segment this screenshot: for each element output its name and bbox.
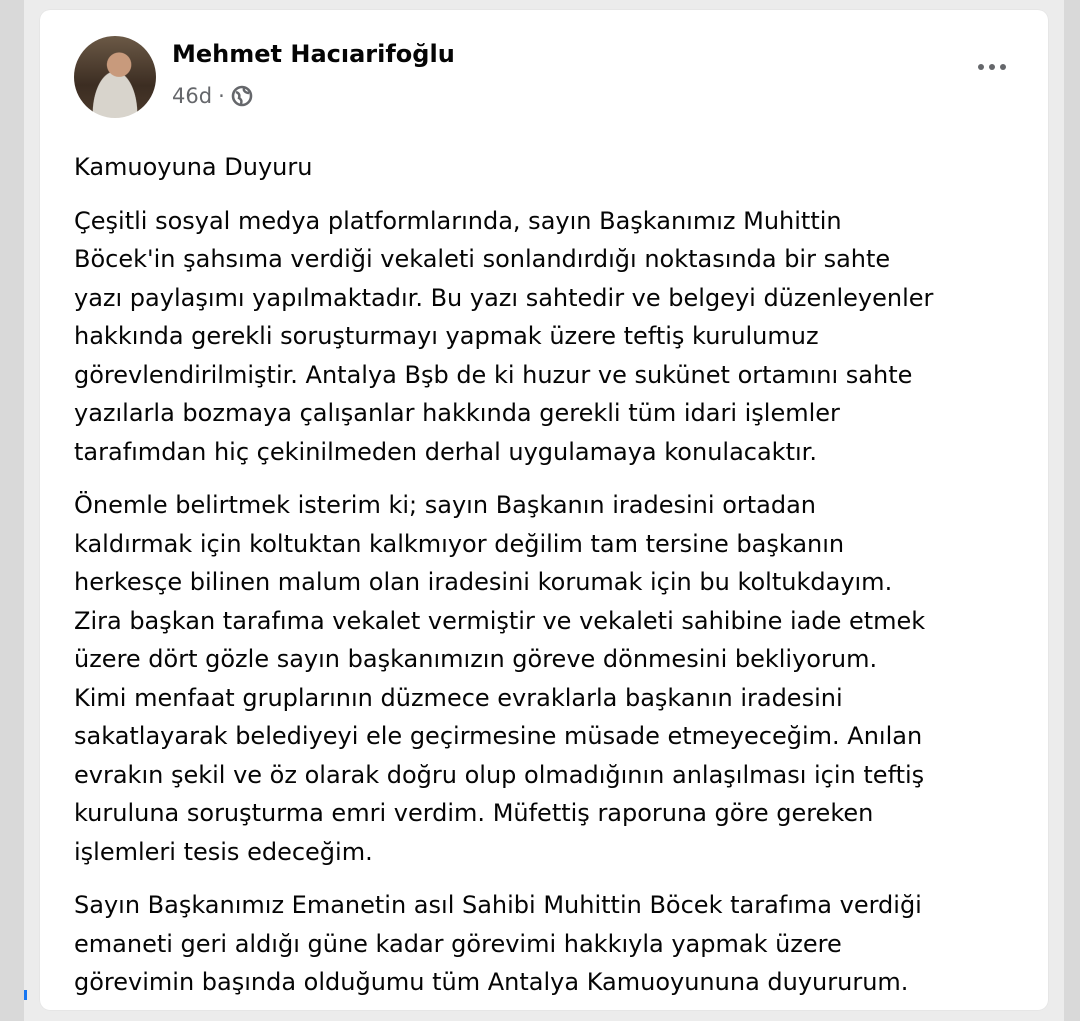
post-title: Kamuoyuna Duyuru xyxy=(74,153,313,181)
post-line: emaneti geri aldığı güne kadar görevimi hakkıyla yapmak üzere xyxy=(74,929,842,958)
post-time[interactable]: 46d xyxy=(172,84,213,108)
post-line: herkesçe bilinen malum olan iradesini korumak için bu koltukdayım. xyxy=(74,568,893,596)
post-paragraph-1 xyxy=(74,202,1034,472)
more-options-icon[interactable] xyxy=(978,64,1006,70)
post-line: Sayın Başkanımız Emanetin asıl Sahibi Muhittin Böcek tarafıma verdiği xyxy=(74,891,922,919)
post-body xyxy=(74,148,1034,1017)
post-line: işlemleri tesis edeceğim. xyxy=(74,837,373,866)
post-line: kaldırmak için koltuktan kalkmıyor değilim tam tersine başkanın xyxy=(74,529,845,558)
post-card xyxy=(40,10,1048,1010)
screenshot-frame xyxy=(24,0,1064,1021)
post-paragraph-3 xyxy=(74,886,1034,1002)
meta-separator: · xyxy=(218,84,225,108)
post-line: Önemle belirtmek isterim ki; sayın Başkanın iradesini ortadan xyxy=(74,491,817,519)
post-line: Kimi menfaat gruplarının düzmece evraklarla başkanın iradesini xyxy=(74,683,843,712)
post-line: tarafımdan hiç çekinilmeden derhal uygulamaya konulacaktır. xyxy=(74,437,817,466)
post-line: yazılarla bozmaya çalışanlar hakkında gerekli tüm idari işlemler xyxy=(74,399,840,427)
post-line: üzere dört gözle sayın başkanımızın göreve dönmesini bekliyorum. xyxy=(74,645,878,673)
post-paragraph-2 xyxy=(74,486,1034,871)
post-line: Zira başkan tarafıma vekalet vermiştir ve vekaleti sahibine iade etmek xyxy=(74,606,926,635)
post-line: Çeşitli sosyal medya platformlarında, sayın Başkanımız Muhittin xyxy=(74,206,842,235)
author-name[interactable]: Mehmet Hacıarifoğlu xyxy=(172,40,455,68)
globe-icon[interactable] xyxy=(231,85,253,107)
post-meta xyxy=(172,84,253,108)
post-line: sakatlayarak belediyeyi ele geçirmesine müsade etmeyeceğim. Anılan xyxy=(74,722,923,750)
post-line: evrakın şekil ve öz olarak doğru olup olmadığının anlaşılması için teftiş xyxy=(74,760,925,789)
post-line: Böcek'in şahsıma verdiği vekaleti sonlandırdığı noktasında bir sahte xyxy=(74,245,891,273)
author-avatar[interactable] xyxy=(74,36,156,118)
post-line: görevlendirilmiştir. Antalya Bşb de ki huzur ve sukünet ortamını sahte xyxy=(74,360,913,389)
post-line: yazı paylaşımı yapılmaktadır. Bu yazı sahtedir ve belgeyi düzenleyenler xyxy=(74,283,934,312)
post-line: görevimin başında olduğumu tüm Antalya Kamuoyununa duyururum. xyxy=(74,968,909,996)
post-line: hakkında gerekli soruşturmayı yapmak üzere teftiş kurulumuz xyxy=(74,322,819,350)
post-line: kuruluna soruşturma emri verdim. Müfettiş raporuna göre gereken xyxy=(74,799,874,827)
text-cursor xyxy=(24,990,27,1000)
